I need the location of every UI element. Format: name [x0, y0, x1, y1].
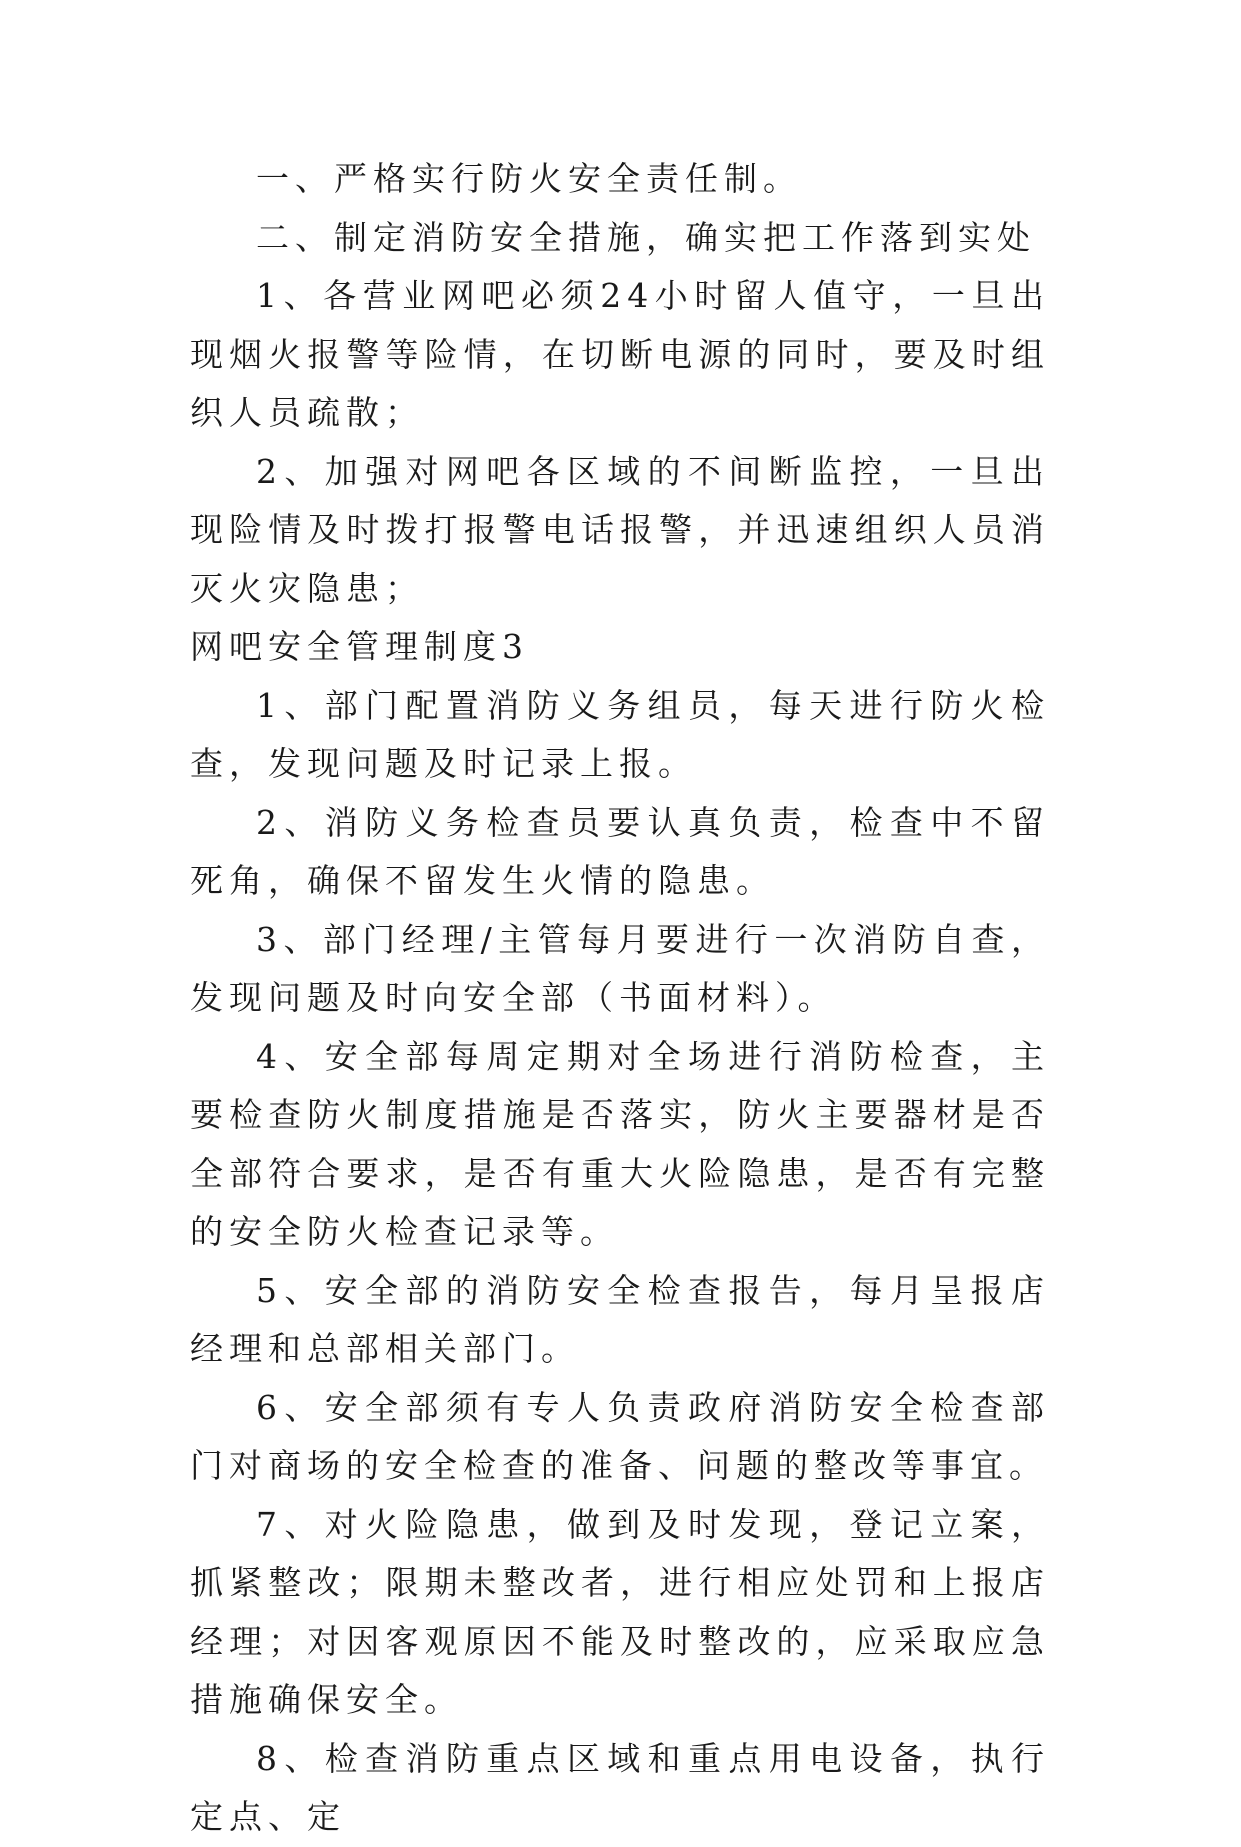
paragraph: 1、各营业网吧必须24小时留人值守，一旦出现烟火报警等险情，在切断电源的同时，要及时组织人员疏散； [190, 276, 1050, 432]
document-page [190, 150, 1050, 1847]
list-item: 8、检查消防重点区域和重点用电设备，执行定点、定 [190, 1738, 1050, 1836]
section-title: 网吧安全管理制度3 [190, 627, 529, 666]
paragraph: 二、制定消防安全措施，确实把工作落到实处 [256, 217, 1036, 257]
paragraph: 一、严格实行防火安全责任制。 [256, 159, 802, 198]
list-item: 3、部门经理/主管每月要进行一次消防自查，发现问题及时向安全部（书面材料）。 [190, 919, 1050, 1017]
list-item: 2、消防义务检查员要认真负责，检查中不留死角，确保不留发生火情的隐患。 [190, 802, 1050, 900]
list-item: 5、安全部的消防安全检查报告，每月呈报店经理和总部相关部门。 [190, 1270, 1050, 1368]
list-item: 4、安全部每周定期对全场进行消防检查，主要检查防火制度措施是否落实，防火主要器材是否全部符合要求，是否有重大火险隐患，是否有完整的安全防火检查记录等。 [190, 1036, 1050, 1251]
paragraph: 2、加强对网吧各区域的不间断监控，一旦出现险情及时拨打报警电话报警，并迅速组织人员消灭火灾隐患； [190, 451, 1050, 608]
list-item: 7、对火险隐患，做到及时发现，登记立案，抓紧整改；限期未整改者，进行相应处罚和上报店经理；对因客观原因不能及时整改的，应采取应急措施确保安全。 [190, 1504, 1050, 1719]
list-item: 1、部门配置消防义务组员，每天进行防火检查，发现问题及时记录上报。 [190, 685, 1050, 783]
list-item: 6、安全部须有专人负责政府消防安全检查部门对商场的安全检查的准备、问题的整改等事宜。 [190, 1387, 1050, 1485]
